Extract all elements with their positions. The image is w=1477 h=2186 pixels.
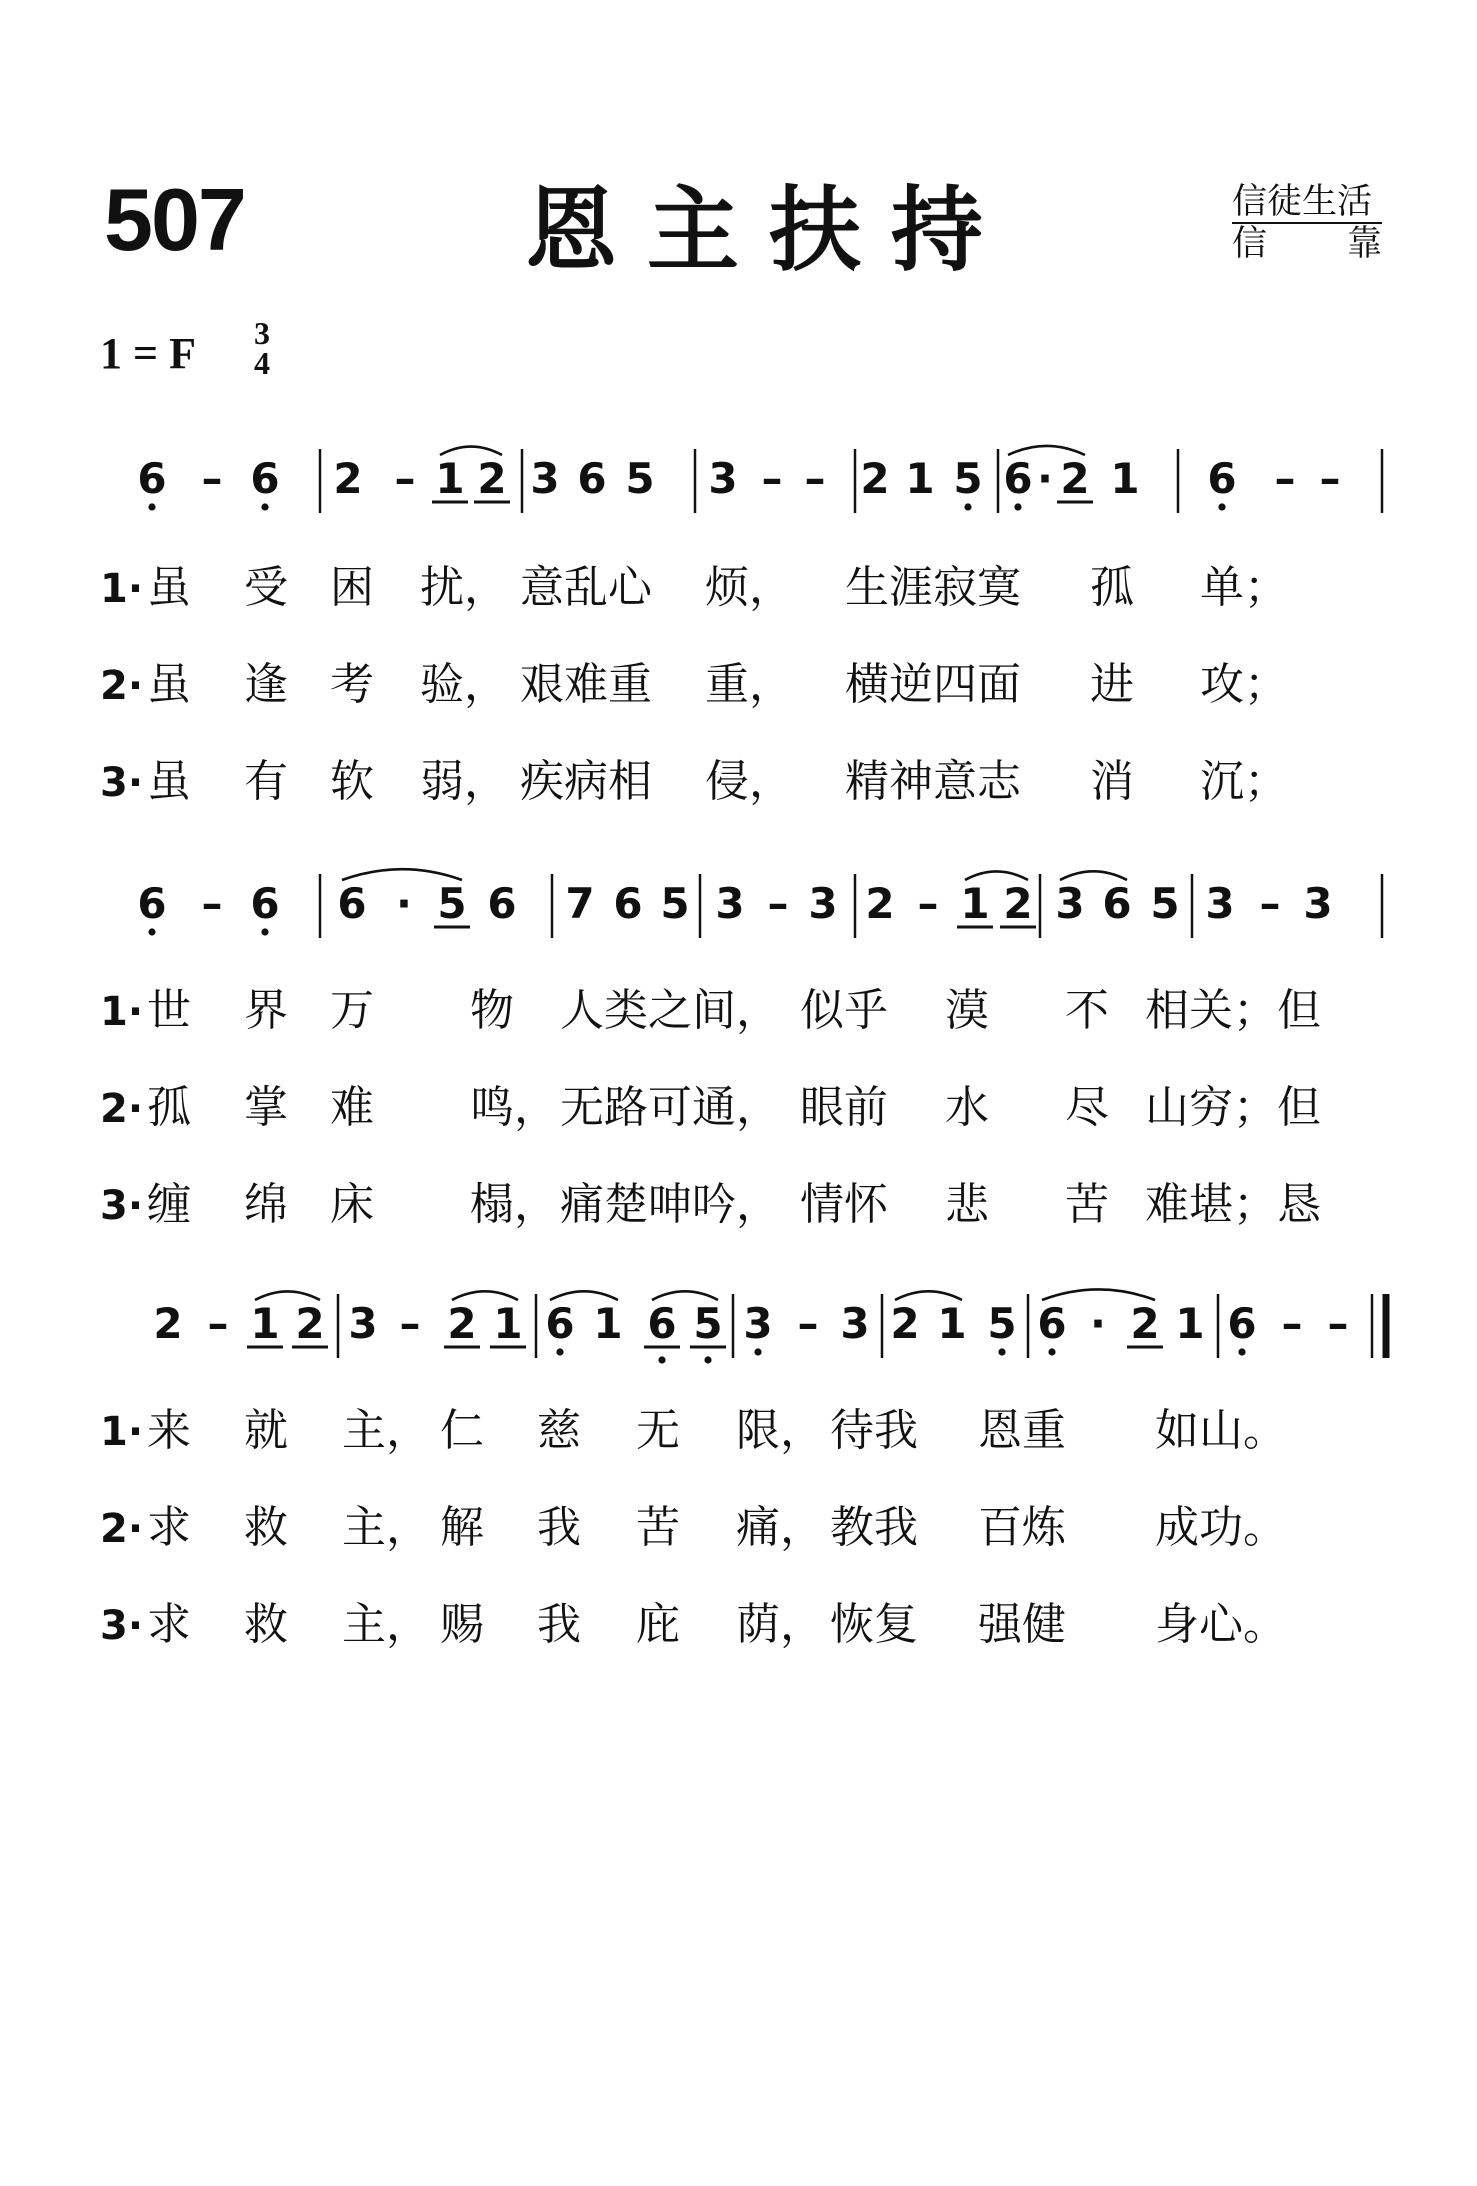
note: 3: [348, 1299, 378, 1348]
hymn-title: 恩主扶持: [525, 177, 1014, 284]
lyric-word: 人类之间，: [560, 985, 780, 1036]
note: 2: [333, 454, 363, 503]
lyric-word: 困: [330, 562, 374, 613]
lyric-word: 孤: [1090, 562, 1134, 613]
note: 7: [565, 879, 595, 928]
note: 6: [613, 879, 643, 928]
lyric-word: 横逆四面: [845, 659, 1021, 710]
note: 1: [593, 1299, 623, 1348]
note: 1: [937, 1299, 967, 1348]
lyric-word: 庇: [636, 1599, 680, 1650]
lower-octave-dot: [261, 928, 268, 935]
note: 6: [1207, 454, 1237, 503]
augmentation-dot: ·: [1090, 1299, 1106, 1348]
lyric-word: 绵: [244, 1179, 288, 1230]
lower-octave-dot: [148, 503, 155, 510]
lower-octave-dot: [658, 1356, 665, 1363]
dash: –: [1327, 1299, 1349, 1348]
note: 6: [545, 1299, 575, 1348]
lyric-word: 来: [147, 1405, 191, 1456]
lyric-word: 意乱心: [520, 562, 652, 613]
note: 6: [137, 454, 167, 503]
lyric-word: 世: [147, 985, 191, 1036]
note: 3: [715, 879, 745, 928]
lyric-word: 烦，: [705, 562, 793, 613]
verse-number: 1·: [100, 1409, 144, 1455]
lyric-word: 眼前: [800, 1082, 888, 1133]
note: 6: [487, 879, 517, 928]
lyric-word: 待我: [830, 1405, 918, 1456]
lower-octave-dot: [998, 1348, 1005, 1355]
lower-octave-dot: [148, 928, 155, 935]
lyric-word: 苦: [1065, 1179, 1109, 1230]
lyric-word: 主，: [342, 1599, 430, 1650]
lyric-word: 救: [244, 1502, 288, 1553]
lyric-word: 受: [244, 562, 288, 613]
lyric-word: 弱，: [420, 756, 508, 807]
lyric-word: 强健: [978, 1599, 1066, 1650]
verse-number: 3·: [100, 760, 144, 806]
lyric-word: 精神意志: [845, 756, 1021, 807]
lyric-word: 就: [244, 1405, 288, 1456]
note: 5: [987, 1299, 1017, 1348]
lyric-word: 恩重: [978, 1405, 1066, 1456]
lyric-word: 如山。: [1155, 1405, 1287, 1456]
time-signature-bottom: 4: [254, 345, 270, 381]
lyric-word: 虽: [147, 562, 191, 613]
note: 1: [1175, 1299, 1205, 1348]
lower-octave-dot: [964, 503, 971, 510]
note: 5: [693, 1299, 723, 1348]
note: 5: [1150, 879, 1180, 928]
note: 1: [960, 879, 990, 928]
dash: –: [761, 454, 783, 503]
note: 2: [447, 1299, 477, 1348]
lyric-word: 痛楚呻吟，: [560, 1179, 780, 1230]
lyric-word: 有: [244, 756, 288, 807]
note: 3: [1303, 879, 1333, 928]
note: 3: [708, 454, 738, 503]
lyric-word: 疾病相: [520, 756, 652, 807]
lyric-word: 情怀: [800, 1179, 888, 1230]
time-signature-top: 3: [254, 315, 270, 351]
lyric-word: 身心。: [1155, 1599, 1287, 1650]
lyric-word: 我: [537, 1502, 581, 1553]
note: 2: [1130, 1299, 1160, 1348]
lyric-word: 苦: [636, 1502, 680, 1553]
dash: –: [201, 879, 223, 928]
lyric-word: 尽: [1065, 1082, 1109, 1133]
note: 6: [647, 1299, 677, 1348]
verse-number: 2·: [100, 663, 144, 709]
lyric-word: 主，: [342, 1405, 430, 1456]
note: 1: [493, 1299, 523, 1348]
dash: –: [804, 454, 826, 503]
dash: –: [917, 879, 939, 928]
verse-number: 1·: [100, 566, 144, 612]
lower-octave-dot: [754, 1348, 761, 1355]
lyric-word: 荫，: [736, 1599, 824, 1650]
lyric-word: 我: [537, 1599, 581, 1650]
dash: –: [1319, 454, 1341, 503]
credit-words: 信徒生活: [1232, 182, 1382, 224]
lyric-word: 相关；但: [1145, 985, 1321, 1036]
lyric-word: 百炼: [978, 1502, 1066, 1553]
lyric-word: 虽: [147, 756, 191, 807]
credit-music-char: 信: [1232, 224, 1268, 264]
lyric-word: 无路可通，: [560, 1082, 780, 1133]
lower-octave-dot: [1238, 1348, 1245, 1355]
lyric-word: 缠: [147, 1179, 191, 1230]
dash: –: [207, 1299, 229, 1348]
lyric-word: 痛，: [736, 1502, 824, 1553]
lyric-word: 难堪；恳: [1145, 1179, 1321, 1230]
note: 2: [890, 1299, 920, 1348]
lyric-word: 界: [244, 985, 288, 1036]
lyric-word: 重，: [705, 659, 793, 710]
lyric-word: 虽: [147, 659, 191, 710]
lyric-word: 漠: [945, 985, 989, 1036]
credit-music-char: 靠: [1346, 224, 1382, 264]
lyric-word: 扰，: [420, 562, 508, 613]
lyric-word: 慈: [537, 1405, 581, 1456]
lower-octave-dot: [261, 503, 268, 510]
note: 3: [743, 1299, 773, 1348]
lyric-word: 攻；: [1200, 659, 1288, 710]
lyric-word: 物: [470, 985, 514, 1036]
lyric-word: 似乎: [800, 985, 888, 1036]
lyric-word: 鸣，: [470, 1082, 558, 1133]
lyric-word: 悲: [945, 1179, 989, 1230]
lyric-word: 榻，: [470, 1179, 558, 1230]
lyric-word: 生涯寂寞: [845, 562, 1021, 613]
verse-number: 3·: [100, 1603, 144, 1649]
lyric-word: 限，: [736, 1405, 824, 1456]
note: 2: [295, 1299, 325, 1348]
note: 6: [250, 879, 280, 928]
note: 5: [437, 879, 467, 928]
note: 2: [1003, 879, 1033, 928]
note: 6: [577, 454, 607, 503]
note: 6: [1037, 1299, 1067, 1348]
note: 1: [435, 454, 465, 503]
lower-octave-dot: [1048, 1348, 1055, 1355]
lower-octave-dot: [704, 1356, 711, 1363]
lyric-word: 无: [636, 1405, 680, 1456]
dash: –: [1259, 879, 1281, 928]
note: 3: [1205, 879, 1235, 928]
note: 2: [153, 1299, 183, 1348]
lyric-word: 沉；: [1200, 756, 1288, 807]
dash: –: [201, 454, 223, 503]
lyric-word: 难: [330, 1082, 374, 1133]
note: 5: [625, 454, 655, 503]
lyric-word: 验，: [420, 659, 508, 710]
verse-number: 2·: [100, 1086, 144, 1132]
note: 6: [250, 454, 280, 503]
note: 2: [1060, 454, 1090, 503]
lower-octave-dot: [1014, 503, 1021, 510]
dash: –: [399, 1299, 421, 1348]
lyric-word: 教我: [830, 1502, 918, 1553]
lyric-word: 不: [1065, 985, 1109, 1036]
verse-number: 2·: [100, 1506, 144, 1552]
note: 6: [1227, 1299, 1257, 1348]
note: 6: [337, 879, 367, 928]
lyric-word: 解: [440, 1502, 484, 1553]
note: 2: [860, 454, 890, 503]
lyric-word: 掌: [244, 1082, 288, 1133]
lyric-word: 单；: [1200, 562, 1288, 613]
dash: –: [394, 454, 416, 503]
lyric-word: 考: [330, 659, 374, 710]
verse-number: 3·: [100, 1183, 144, 1229]
note: 5: [660, 879, 690, 928]
lyric-word: 赐: [440, 1599, 484, 1650]
dash: –: [797, 1299, 819, 1348]
verse-number: 1·: [100, 989, 144, 1035]
dash: –: [767, 879, 789, 928]
lyric-word: 救: [244, 1599, 288, 1650]
note: 5: [953, 454, 983, 503]
augmentation-dot: ·: [1037, 454, 1053, 503]
lyric-word: 仁: [440, 1405, 484, 1456]
note: 3: [1055, 879, 1085, 928]
note: 6: [1102, 879, 1132, 928]
lyric-word: 进: [1090, 659, 1134, 710]
lyric-word: 水: [945, 1082, 989, 1133]
note: 6: [1003, 454, 1033, 503]
lyric-word: 逢: [244, 659, 288, 710]
note: 3: [530, 454, 560, 503]
note: 1: [1110, 454, 1140, 503]
lyric-word: 山穷；但: [1145, 1082, 1321, 1133]
lyric-word: 消: [1090, 756, 1134, 807]
note: 6: [137, 879, 167, 928]
hymn-number: 507: [104, 170, 245, 269]
note: 1: [250, 1299, 280, 1348]
lyric-word: 求: [147, 1599, 191, 1650]
lyric-word: 求: [147, 1502, 191, 1553]
lyric-word: 万: [330, 985, 374, 1036]
key-signature: 1 = F: [100, 329, 196, 378]
lyric-word: 恢复: [830, 1599, 918, 1650]
lyric-word: 孤: [147, 1082, 191, 1133]
lyric-word: 艰难重: [520, 659, 652, 710]
lyric-word: 主，: [342, 1502, 430, 1553]
note: 3: [808, 879, 838, 928]
note: 2: [865, 879, 895, 928]
note: 3: [840, 1299, 870, 1348]
note: 1: [905, 454, 935, 503]
dash: –: [1274, 454, 1296, 503]
augmentation-dot: ·: [396, 879, 412, 928]
lyric-word: 软: [330, 756, 374, 807]
lyric-word: 侵，: [705, 756, 793, 807]
lyric-word: 床: [330, 1179, 374, 1230]
lyric-word: 成功。: [1155, 1502, 1287, 1553]
lower-octave-dot: [1218, 503, 1225, 510]
lower-octave-dot: [556, 1348, 563, 1355]
dash: –: [1281, 1299, 1303, 1348]
note: 2: [477, 454, 507, 503]
